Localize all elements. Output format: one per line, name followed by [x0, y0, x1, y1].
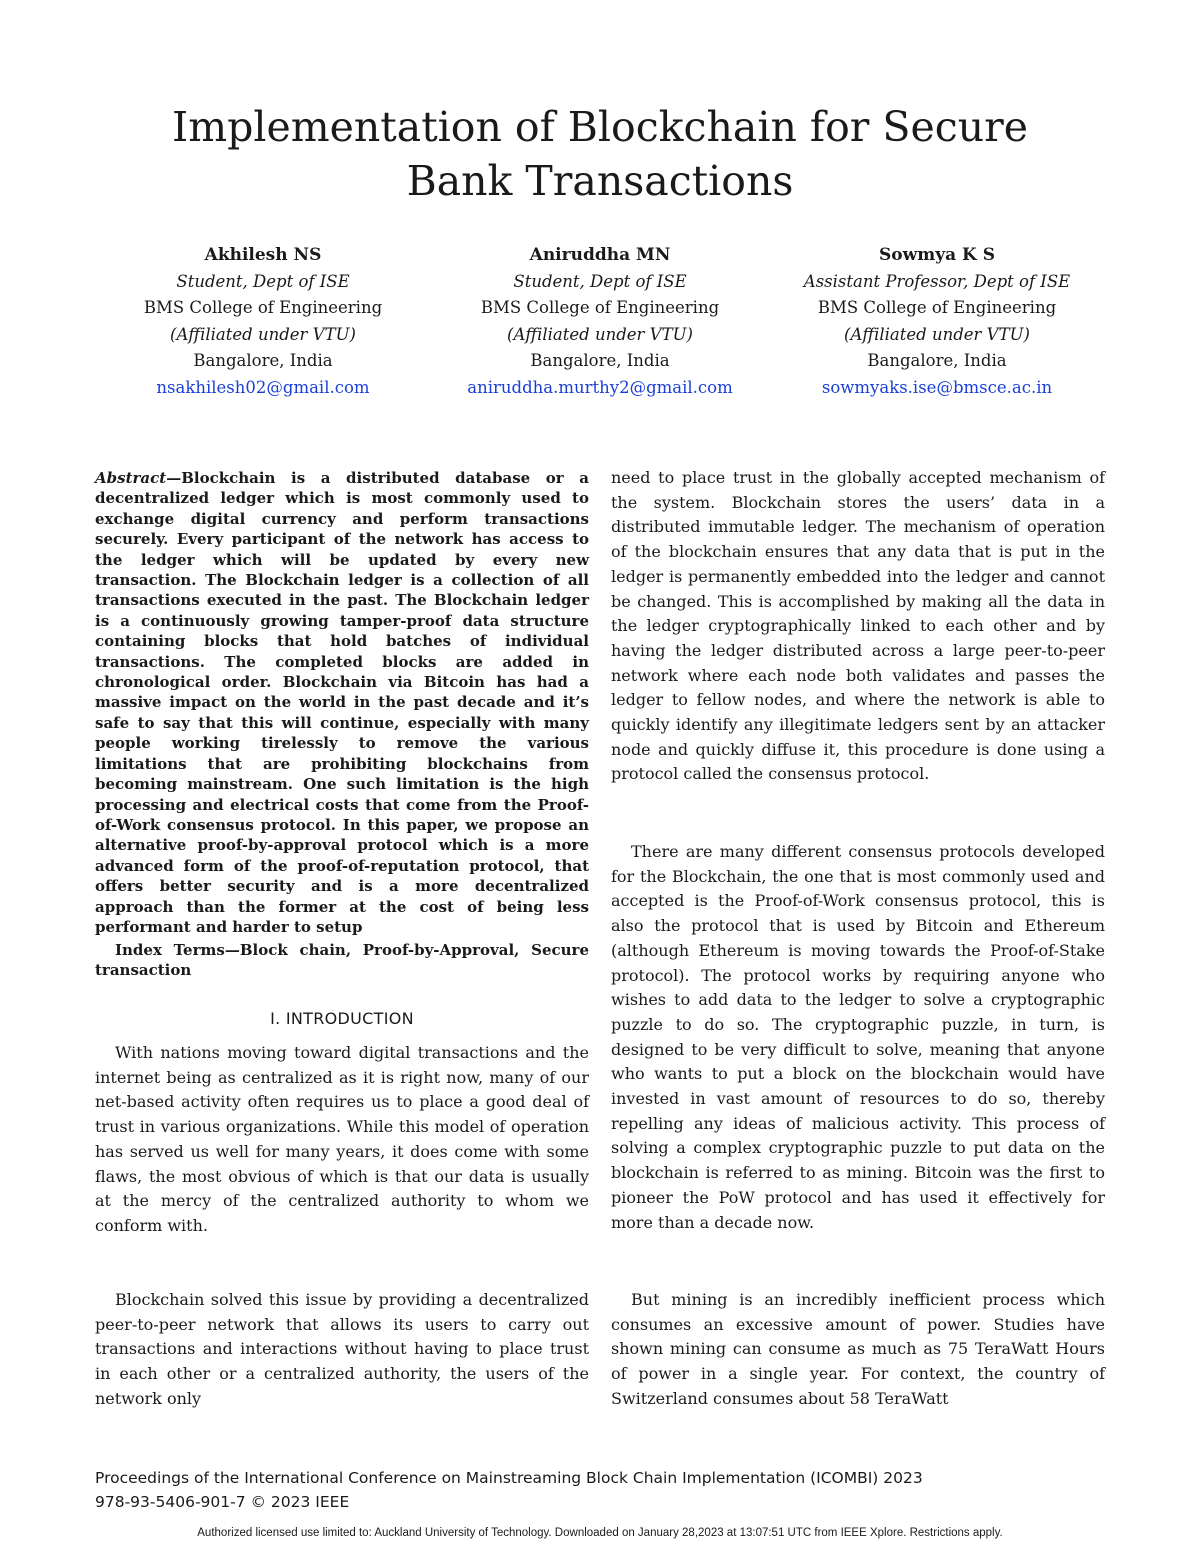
index-terms-text: Block chain, Proof-by-Approval, Secure transaction: [95, 941, 589, 980]
index-terms: [95, 940, 589, 981]
right-column-body: [611, 466, 1105, 787]
author-2: [432, 242, 768, 401]
conference-footer: [95, 1466, 1105, 1514]
author-institution: BMS College of Engineering: [143, 298, 383, 317]
author-affiliation: (Affiliated under VTU): [170, 324, 356, 344]
author-1: [95, 242, 431, 401]
body-paragraph: There are many different consensus protocols developed for the Blockchain, the one that is most commonly used and accepted is the Proof-of-Work consensus protocol, this is also the protocol that is used by Bitcoin and Ethereum (although Ethereum is moving towards the Proof-of-Stake protocol). The protocol works by requiring anyone who wishes to add data to the ledger to solve a cryptographic puzzle to do so. The cryptographic puzzle, in turn, is designed to be very difficult to solve, meaning that anyone who wants to put a block on the blockchain would have invested in vast amount of resources to do so, thereby repelling any ideas of malicious activity. This process of solving a complex cryptographic puzzle to put data on the blockchain is referred to as mining. Bitcoin was the first to pioneer the PoW protocol and has used it effectively for more than a decade now.: [611, 842, 1105, 1232]
author-role: Assistant Professor, Dept of ISE: [803, 271, 1071, 291]
author-institution: BMS College of Engineering: [480, 298, 720, 317]
author-role: Student, Dept of ISE: [513, 271, 687, 291]
author-name: Aniruddha MN: [529, 245, 671, 265]
abstract: [95, 468, 589, 937]
author-email-link[interactable]: nsakhilesh02@gmail.com: [156, 377, 370, 397]
author-affiliation: (Affiliated under VTU): [507, 324, 693, 344]
proceedings-line: Proceedings of the International Conference on Mainstreaming Block Chain Implementation (ICOMBI) 2023: [95, 1469, 923, 1487]
body-paragraph: But mining is an incredibly inefficient process which consumes an excessive amount of power. Studies have shown mining can consume as much as 75 TeraWatt Hours of power in a single year. For context, the country of Switzerland consumes about 58 TeraWatt: [611, 1290, 1105, 1408]
right-column-body-3: [611, 1288, 1105, 1412]
author-location: Bangalore, India: [193, 351, 333, 370]
author-affiliation: (Affiliated under VTU): [844, 324, 1030, 344]
author-location: Bangalore, India: [867, 351, 1007, 370]
body-paragraph: need to place trust in the globally accepted mechanism of the system. Blockchain stores the users’ data in a distributed immutable ledger. The mechanism of operation of the blockchain ensures that any data that is put in the ledger is permanently embedded into the ledger and cannot be changed. This is accomplished by making all the data in the ledger cryptographically linked to each other and by having the ledger distributed across a large peer-to-peer network where each node both validates and passes the ledger to fellow nodes, and where the network is able to quickly identify any illegitimate ledgers sent by an attacker node and quickly diffuse it, this procedure is done using a protocol called the consensus protocol.: [611, 468, 1105, 784]
left-column-body-2: [95, 1288, 589, 1412]
body-paragraph: With nations moving toward digital transactions and the internet being as centralized as it is right now, many of our net-based activity often requires us to place a good deal of trust in various organizations. While this model of operation has served us well for many years, it does come with some flaws, the most obvious of which is that our data is usually at the mercy of the centralized authority to whom we conform with.: [95, 1043, 589, 1235]
abstract-label: Abstract: [95, 469, 167, 487]
left-column-body: [95, 1041, 589, 1239]
license-notice: Authorized licensed use limited to: Auckland University of Technology. Downloaded on January 28,2023 at 13:07:51 UTC from IEEE Xplore. Restrictions apply.: [197, 1527, 1003, 1539]
author-name: Akhilesh NS: [204, 245, 322, 265]
abstract-text: Blockchain is a distributed database or a decentralized ledger which is most commonly used to exchange digital currency and perform transactions securely. Every participant of the network has access to the ledger which will be updated by every new transaction. The Blockchain ledger is a collection of all transactions executed in the past. The Blockchain ledger is a continuously growing tamper-proof data structure containing blocks that hold batches of individual transactions. The completed blocks are added in chronological order. Blockchain via Bitcoin has had a massive impact on the world in the past decade and it’s safe to say that this will continue, especially with many people working tirelessly to remove the various limitations that are prohibiting blockchains from becoming mainstream. One such limitation is the high processing and electrical costs that come from the Proof-of-Work consensus protocol. In this paper, we propose an alternative proof-by-approval protocol which is a more advanced form of the proof-of-reputation protocol, that offers better security and is a more decentralized approach than the former at the cost of being less performant and harder to setup: [95, 469, 589, 936]
right-column-body-2: [611, 840, 1105, 1235]
author-role: Student, Dept of ISE: [176, 271, 350, 291]
body-paragraph: Blockchain solved this issue by providing a decentralized peer-to-peer network that allows its users to carry out transactions and interactions without having to place trust in each other or a centralized authority, the users of the network only: [95, 1290, 589, 1408]
author-location: Bangalore, India: [530, 351, 670, 370]
author-email-link[interactable]: aniruddha.murthy2@gmail.com: [467, 377, 733, 397]
index-terms-dash: —: [224, 941, 240, 959]
isbn-line: 978-93-5406-901-7 © 2023 IEEE: [95, 1493, 350, 1511]
index-terms-label: Index Terms: [115, 941, 225, 959]
section-heading-introduction: I. INTRODUCTION: [270, 1009, 414, 1028]
author-email-link[interactable]: sowmyaks.ise@bmsce.ac.in: [821, 377, 1053, 397]
author-name: Sowmya K S: [878, 245, 996, 265]
author-3: [769, 242, 1105, 401]
abstract-dash: —: [166, 469, 182, 487]
author-institution: BMS College of Engineering: [817, 298, 1057, 317]
paper-title: Implementation of Blockchain for Secure Bank Transactions: [172, 103, 1028, 205]
